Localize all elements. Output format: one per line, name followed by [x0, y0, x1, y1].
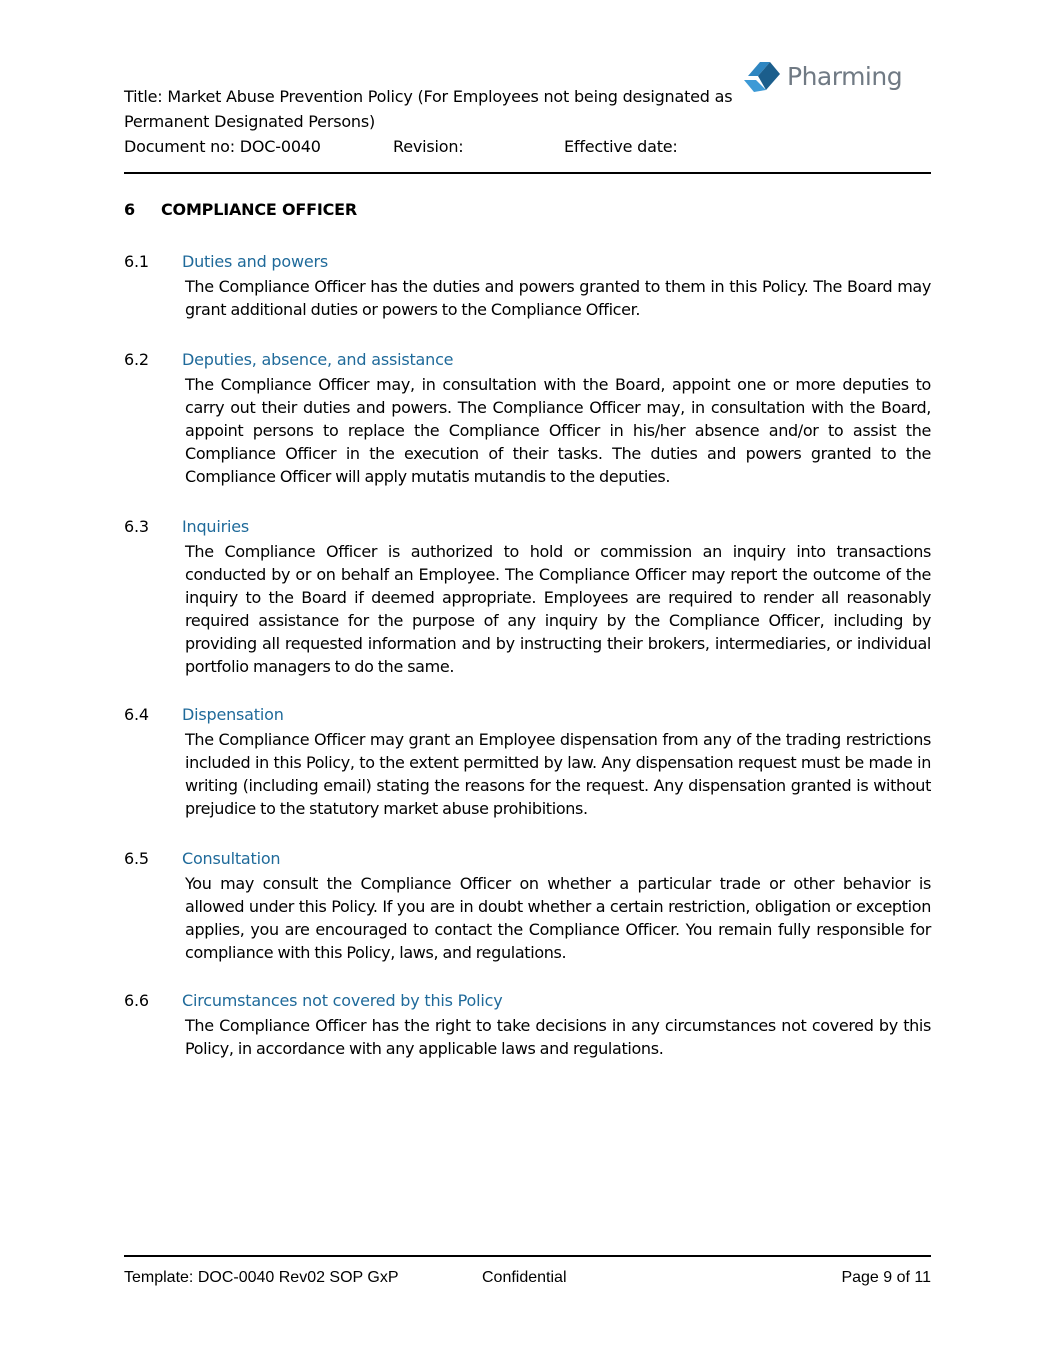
- subsection-6-6: [124, 989, 931, 1060]
- subsection-title: Consultation: [182, 849, 281, 868]
- subsection-title: Duties and powers: [182, 252, 329, 271]
- subsection-title: Dispensation: [182, 705, 284, 724]
- subsection-number: 6.1: [124, 252, 149, 271]
- subsection-body: The Compliance Officer has the right to take decisions in any circumstances not covered by this Policy, in accordance with any applicable laws and regulations.: [185, 1016, 931, 1058]
- subsection-number: 6.4: [124, 705, 149, 724]
- page-header: [124, 62, 931, 174]
- page-footer: [124, 1255, 931, 1286]
- subsection-body: The Compliance Officer has the duties and powers granted to them in this Policy. The Board may grant additional duties or powers to the Compliance Officer.: [185, 277, 931, 319]
- footer-template: Template: DOC-0040 Rev02 SOP GxP: [124, 1269, 399, 1286]
- logo-text: Pharming: [787, 62, 903, 91]
- document-number: Document no: DOC-0040: [124, 137, 321, 156]
- subsection-body: The Compliance Officer may grant an Employee dispensation from any of the trading restrictions included in this Policy, to the extent permitted by law. Any dispensation request must be made in writing (including email) stating the reasons for the request. Any dispensation granted is without prejudice to the statutory market abuse prohibitions.: [185, 730, 931, 818]
- section-number: 6: [124, 200, 135, 219]
- section-title: COMPLIANCE OFFICER: [161, 200, 357, 219]
- subsection-number: 6.6: [124, 991, 149, 1010]
- section-heading: [124, 200, 357, 219]
- subsection-6-1: [124, 250, 931, 321]
- subsection-title: Inquiries: [182, 517, 250, 536]
- pharming-logo: [744, 58, 904, 100]
- subsection-6-4: [124, 703, 931, 820]
- subsection-title: Circumstances not covered by this Policy: [182, 991, 503, 1010]
- document-title: Title: Market Abuse Prevention Policy (For Employees not being designated as Permanent Designated Persons): [124, 87, 733, 131]
- subsection-title: Deputies, absence, and assistance: [182, 350, 454, 369]
- subsection-body: You may consult the Compliance Officer on whether a particular trade or other behavior is allowed under this Policy. If you are in doubt whether a certain restriction, obligation or exception applies, you are encouraged to contact the Compliance Officer. You remain fully responsible for compliance with this Policy, laws, and regulations.: [185, 874, 931, 962]
- subsection-number: 6.5: [124, 849, 149, 868]
- footer-page-number: Page 9 of 11: [841, 1269, 931, 1286]
- subsection-number: 6.3: [124, 517, 149, 536]
- subsection-body: The Compliance Officer is authorized to hold or commission an inquiry into transactions conducted by or on behalf an Employee. The Compliance Officer may report the outcome of the inquiry to the Board if deemed appropriate. Employees are required to render all reasonably required assistance for the purpose of any inquiry by the Compliance Officer, including by providing all requested information and by instructing their brokers, intermediaries, or individual portfolio managers to do the same.: [185, 542, 931, 676]
- subsection-number: 6.2: [124, 350, 149, 369]
- pharming-logo-icon: [744, 58, 784, 98]
- subsection-6-3: [124, 515, 931, 678]
- footer-confidential: Confidential: [482, 1269, 567, 1286]
- subsection-body: The Compliance Officer may, in consultation with the Board, appoint one or more deputies to carry out their duties and powers. The Compliance Officer may, in consultation with the Board, appoint persons to replace the Compliance Officer in his/her absence and/or to assist the Compliance Officer in the execution of their tasks. The duties and powers granted to the Compliance Officer will apply mutatis mutandis to the deputies.: [185, 375, 931, 486]
- document-revision: Revision:: [393, 137, 464, 156]
- subsection-6-5: [124, 847, 931, 964]
- document-effective-date: Effective date:: [564, 137, 678, 156]
- subsection-6-2: [124, 348, 931, 488]
